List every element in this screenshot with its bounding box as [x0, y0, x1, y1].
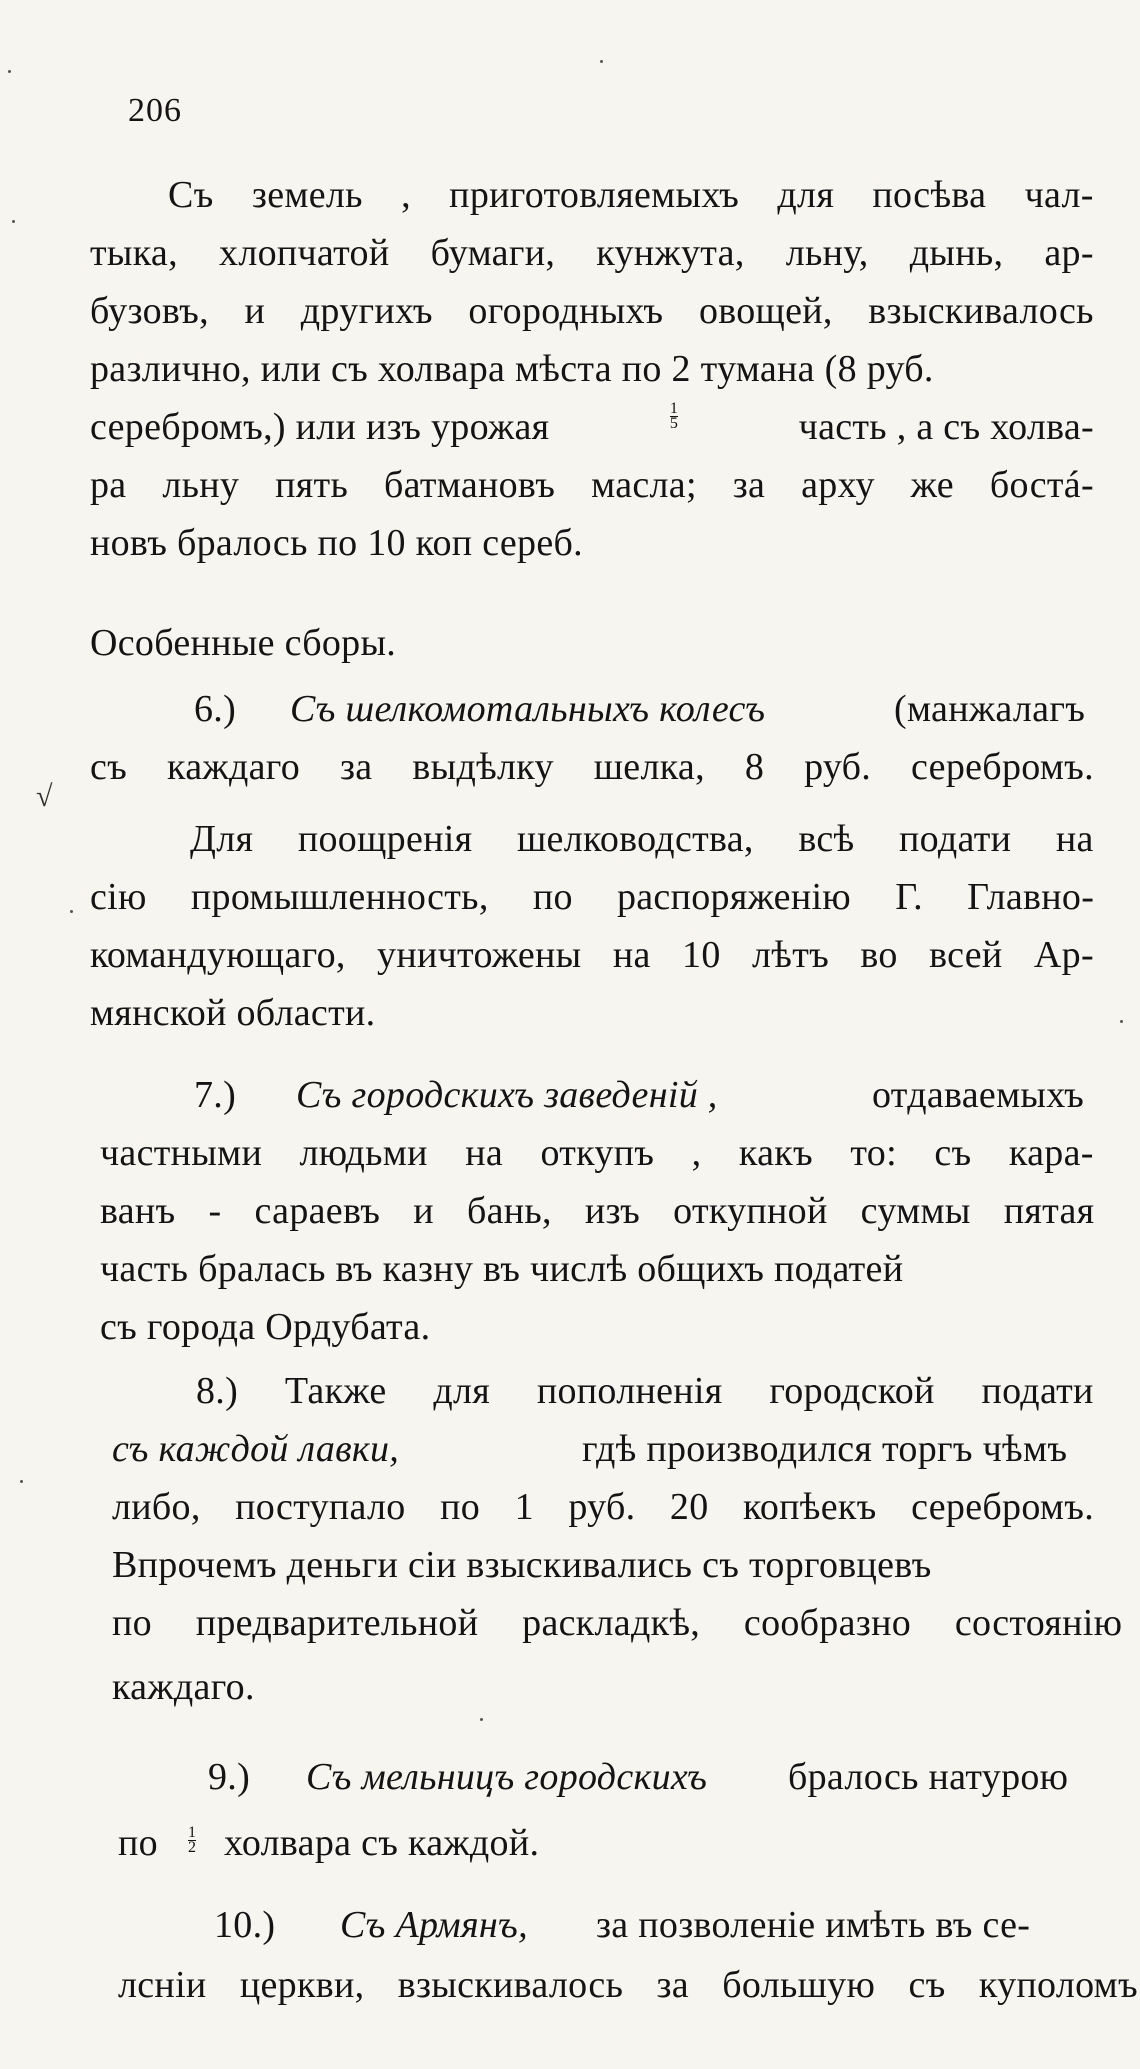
text-line-5 — [90, 402, 1094, 452]
item-7-line-5: съ города Ордубата. — [100, 1306, 431, 1348]
scan-speck — [8, 70, 11, 73]
item-8-line-3: либо, поступало по 1 руб. 20 копѣекъ серебромъ. — [112, 1486, 1095, 1528]
text-line-5-start: серебромъ,) или изъ урожая — [90, 406, 550, 448]
item-7-line-4: часть бралась въ казну въ числѣ общихъ податей — [100, 1248, 904, 1290]
item-7-line-3: ванъ - сараевъ и бань, изъ откупной суммы пятая — [100, 1190, 1095, 1232]
text-line-5-end: часть , а съ холва- — [798, 406, 1094, 448]
fraction-one-fifth: $\frac{1}{5}$ — [669, 400, 679, 432]
item-7-number: 7.) — [194, 1074, 237, 1116]
item-6-number: 6.) — [194, 688, 237, 730]
margin-check-mark: √ — [36, 780, 53, 813]
section-heading: Особенные сборы. — [90, 622, 397, 664]
fraction-one-half: $\frac{1}{2}$ — [188, 1824, 196, 1856]
item-10-line-2: лсніи церкви, взыскивалось за большую съ куполомъ — [118, 1964, 1138, 2006]
item-9-line-2-start: по — [118, 1822, 158, 1864]
item-9-line-2-end: холвара съ каждой. — [224, 1822, 540, 1864]
item-8-line-6: каждаго. — [112, 1666, 255, 1708]
para-line-3: командующаго, уничтожены на 10 лѣтъ во всей Ар- — [90, 934, 1094, 976]
item-7-end: отдаваемыхъ — [872, 1074, 1085, 1116]
item-8-line-4: Впрочемъ деньги сіи взыскивались съ торговцевъ — [112, 1544, 932, 1586]
scan-speck — [480, 1718, 483, 1721]
item-6-paren: (манжалагъ — [894, 688, 1086, 730]
para-line-2: сію промышленность, по распоряженію Г. Главно- — [90, 876, 1095, 918]
scan-speck — [20, 1480, 23, 1483]
item-6-title: Съ шелкомотальныхъ колесъ — [290, 688, 766, 730]
item-6-line-2: съ каждаго за выдѣлку шелка, 8 руб. серебромъ. — [90, 746, 1094, 788]
item-8-line-5: по предварительной раскладкѣ, сообразно состоянію — [112, 1602, 1123, 1644]
page-number: 206 — [128, 92, 182, 129]
para-line-4: мянской области. — [90, 992, 376, 1034]
item-7-title: Съ городскихъ заведеній , — [296, 1074, 718, 1116]
item-7-line-2: частными людьми на откупъ , какъ то: съ кара- — [100, 1132, 1094, 1174]
text-line-6: ра льну пять батмановъ масла; за арху же бостá- — [90, 464, 1094, 506]
scan-speck — [70, 910, 73, 913]
item-10-title: Съ Армянъ, — [340, 1904, 528, 1946]
item-8-line-2-end: гдѣ производился торгъ чѣмъ — [582, 1428, 1068, 1470]
text-line-7: новъ бралось по 10 коп сереб. — [90, 522, 583, 564]
text-line-1: Съ земель , приготовляемыхъ для посѣва чал- — [168, 174, 1094, 216]
item-8-line-1: 8.) Также для пополненія городской подати — [196, 1370, 1094, 1412]
text-line-4: различно, или съ холвара мѣста по 2 тумана (8 руб. — [90, 348, 934, 390]
item-10-end: за позволеніе имѣть въ се- — [596, 1904, 1031, 1946]
item-9-end: бралось натурою — [788, 1756, 1069, 1798]
item-9-number: 9.) — [208, 1756, 251, 1798]
item-9-title: Съ мельницъ городскихъ — [306, 1756, 708, 1798]
text-line-2: тыка, хлопчатой бумаги, кунжута, льну, дынь, ар- — [90, 232, 1094, 274]
scan-speck — [600, 60, 603, 63]
text-line-3: бузовъ, и другихъ огородныхъ овощей, взыскивалось — [90, 290, 1094, 332]
item-8-emphasis: съ каждой лавки, — [112, 1428, 400, 1470]
item-10-number: 10.) — [214, 1904, 276, 1946]
scan-speck — [12, 220, 15, 223]
scan-speck — [1120, 1020, 1123, 1023]
para-line-1: Для поощренія шелководства, всѣ подати на — [190, 818, 1094, 860]
